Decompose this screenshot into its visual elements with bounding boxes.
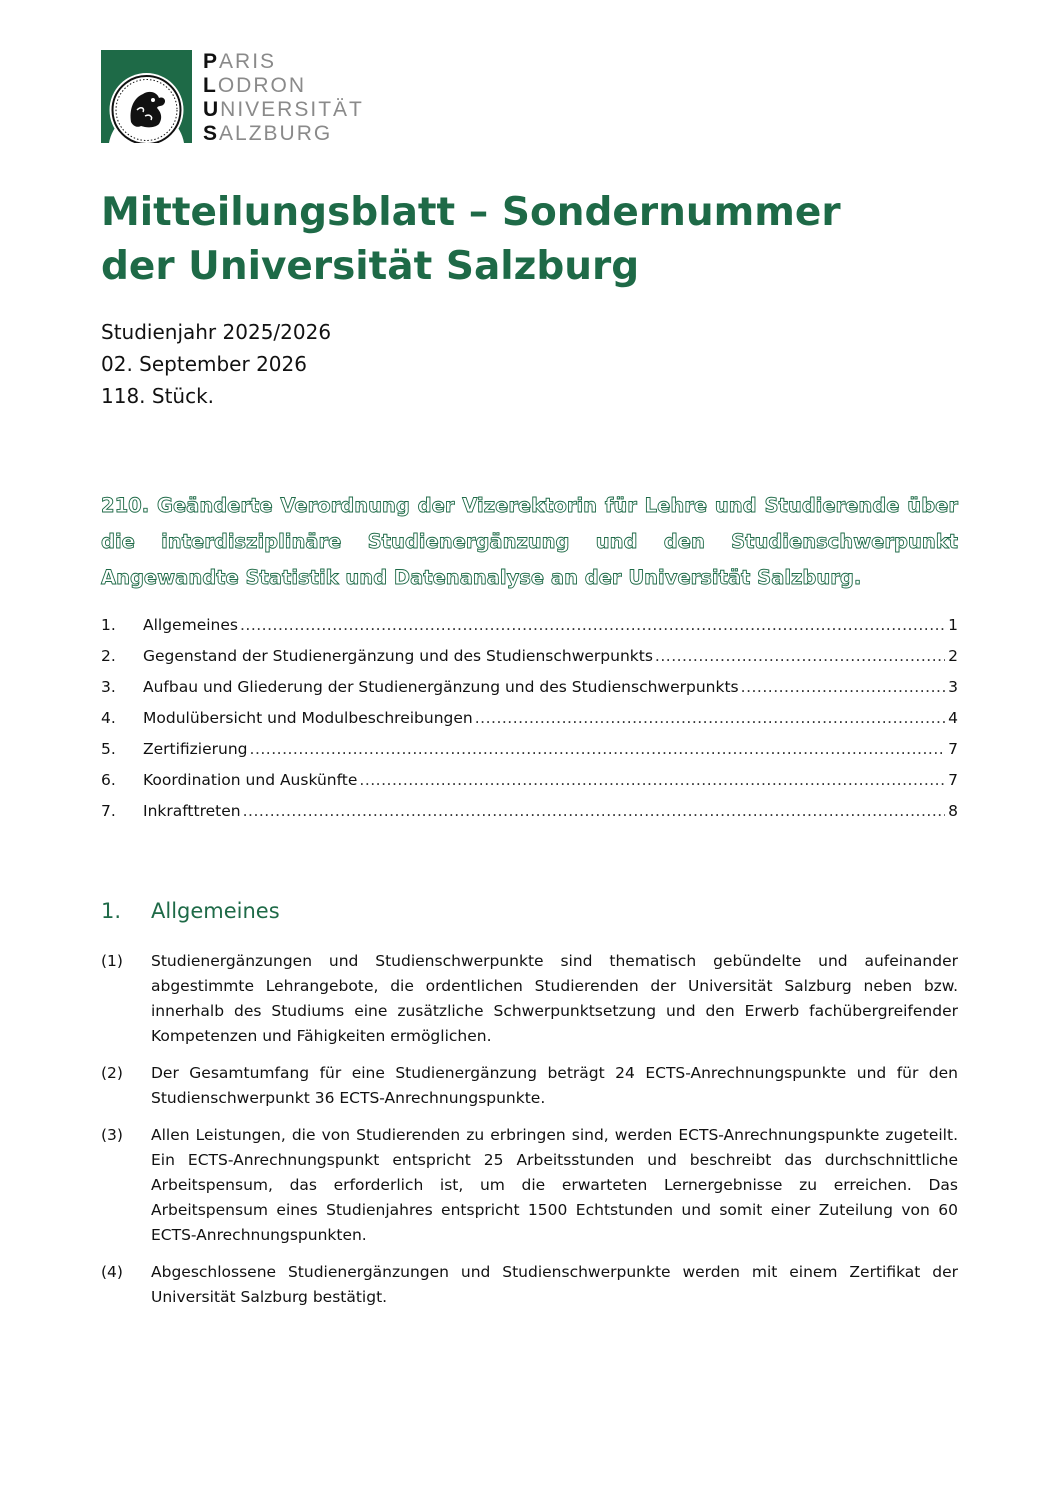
toc-entry[interactable]: [101, 771, 958, 802]
toc-label: Zertifizierung: [143, 740, 248, 758]
wordmark-line: UNIVERSITÄT: [203, 98, 364, 121]
toc-number: 3.: [101, 678, 116, 696]
toc-leader: [243, 802, 946, 820]
numbered-paragraph: [101, 1061, 958, 1111]
toc-page: 7: [948, 771, 958, 789]
wordmark-line: LODRON: [203, 74, 306, 97]
toc-leader: [359, 771, 945, 789]
toc-leader: [250, 740, 946, 758]
issue-meta: [101, 316, 331, 412]
university-wordmark: [203, 50, 364, 146]
issue-number: 118. Stück.: [101, 384, 215, 408]
title-line-2: der Universität Salzburg: [101, 244, 640, 289]
section-heading: [101, 896, 280, 926]
toc-page: 4: [948, 709, 958, 727]
toc-number: 6.: [101, 771, 116, 789]
toc-leader: [741, 678, 945, 696]
numbered-paragraph: [101, 949, 958, 1049]
toc-number: 7.: [101, 802, 116, 820]
table-of-contents: [101, 616, 958, 833]
paragraph-number: (2): [101, 1064, 123, 1082]
toc-label: Gegenstand der Studienergänzung und des Studienschwerpunkts: [143, 647, 653, 665]
toc-number: 2.: [101, 647, 116, 665]
toc-number: 1.: [101, 616, 116, 634]
toc-entry[interactable]: [101, 740, 958, 771]
paragraph-number: (3): [101, 1126, 123, 1144]
toc-entry[interactable]: [101, 709, 958, 740]
toc-number: 4.: [101, 709, 116, 727]
title-line-1: Mitteilungsblatt – Sondernummer: [101, 190, 841, 235]
toc-leader: [475, 709, 945, 727]
announcement-heading: 210. Geänderte Verordnung der Vizerektorin für Lehre und Studierende über die interdisziplinäre Studienergänzung und den Studienschwerpunkt Angewandte Statistik und Datenanalyse an der Universität Salzburg.: [101, 494, 958, 589]
wordmark-line: SALZBURG: [203, 122, 333, 145]
toc-page: 3: [948, 678, 958, 696]
toc-page: 1: [948, 616, 958, 634]
toc-page: 8: [948, 802, 958, 820]
toc-leader: [240, 616, 945, 634]
section-body: [101, 949, 958, 1322]
paragraph-text: Allen Leistungen, die von Studierenden zu erbringen sind, werden ECTS-Anrechnungspunkte zugeteilt. Ein ECTS-Anrechnungspunkt entspricht 25 Arbeitsstunden und beschreibt das durchschnittliche Arbeitspensum, das erforderlich ist, um die erwarteten Lernergebnisse zu erreichen. Das Arbeitspensum eines Studienjahres entspricht 1500 Echtstunden und somit einer Zuteilung von 60 ECTS-Anrechnungspunkten.: [151, 1126, 958, 1244]
toc-entry[interactable]: [101, 616, 958, 647]
paragraph-number: (4): [101, 1263, 123, 1281]
numbered-paragraph: [101, 1123, 958, 1248]
toc-page: 2: [948, 647, 958, 665]
toc-label: Modulübersicht und Modulbeschreibungen: [143, 709, 473, 727]
paragraph-text: Abgeschlossene Studienergänzungen und Studienschwerpunkte werden mit einem Zertifikat der Universität Salzburg bestätigt.: [151, 1263, 958, 1306]
toc-label: Allgemeines: [143, 616, 238, 634]
academic-year: Studienjahr 2025/2026: [101, 320, 332, 344]
toc-entry[interactable]: [101, 802, 958, 833]
toc-entry[interactable]: [101, 678, 958, 709]
toc-label: Aufbau und Gliederung der Studienergänzung und des Studienschwerpunkts: [143, 678, 739, 696]
toc-leader: [655, 647, 945, 665]
university-logo: [101, 50, 364, 150]
page-title: [101, 186, 961, 294]
paragraph-text: Studienergänzungen und Studienschwerpunkte sind thematisch gebündelte und aufeinander abgestimmte Lehrangebote, die ordentlichen Studierenden der Universität Salzburg neben bzw. innerhalb des Studiums eine zusätzliche Schwerpunktsetzung und den Erwerb fachübergreifender Kompetenzen und Fähigkeiten ermöglichen.: [151, 952, 958, 1045]
wordmark-line: PARIS: [203, 50, 277, 73]
paragraph-text: Der Gesamtumfang für eine Studienergänzung beträgt 24 ECTS-Anrechnungspunkte und für den Studienschwerpunkt 36 ECTS-Anrechnungspunkte.: [151, 1064, 958, 1107]
toc-number: 5.: [101, 740, 116, 758]
paragraph-number: (1): [101, 952, 123, 970]
numbered-paragraph: [101, 1260, 958, 1310]
toc-label: Inkrafttreten: [143, 802, 241, 820]
university-seal-icon: [101, 50, 192, 143]
toc-label: Koordination und Auskünfte: [143, 771, 358, 789]
section-title: Allgemeines: [151, 899, 280, 923]
section-number: 1.: [101, 899, 122, 923]
toc-page: 7: [948, 740, 958, 758]
toc-entry[interactable]: [101, 647, 958, 678]
issue-date: 02. September 2026: [101, 352, 307, 376]
